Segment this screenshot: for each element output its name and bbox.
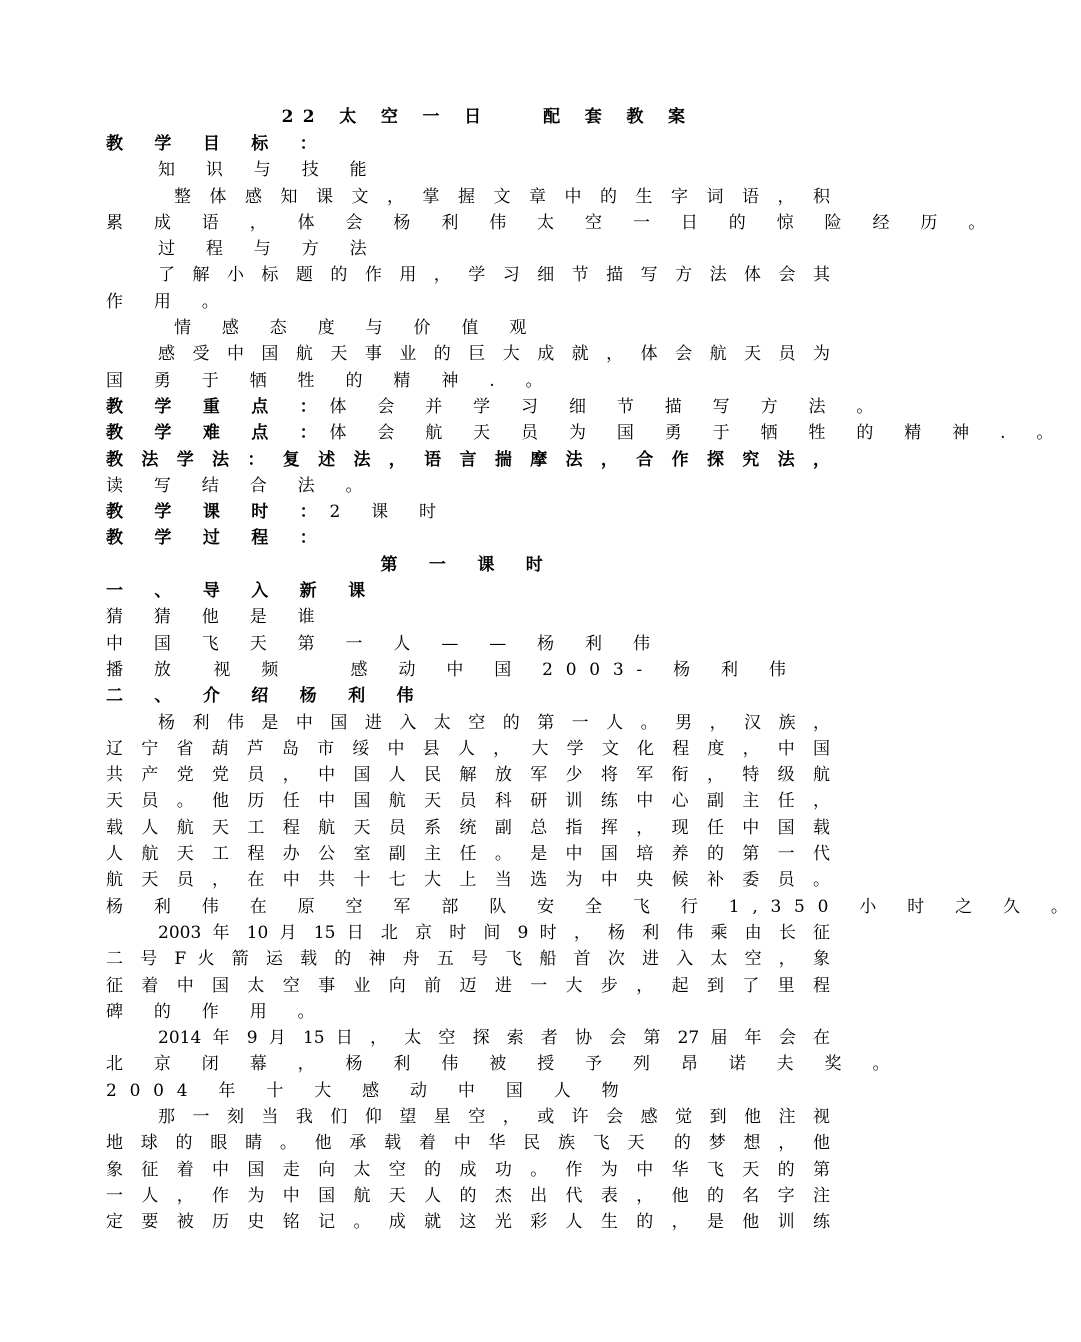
text-line: 整 体 感 知 课 文 ， 掌 握 文 章 中 的 生 字 词 语 ， 积 [174,186,830,207]
text-line: 航 天 员 ， 在 中 共 十 七 大 上 当 选 为 中 央 候 补 委 员 。 [106,870,830,891]
text-line: 人 航 天 工 程 办 公 室 副 主 任 。 是 中 国 培 养 的 第 一 代 [106,844,830,865]
text-line: 碑 的 作 用 。 [106,1001,328,1022]
text-line: 国 勇 于 牺 牲 的 精 神 . 。 [106,370,556,391]
document-body [106,131,1081,1235]
hours-line [106,499,830,525]
text-line: 征 着 中 国 太 空 事 业 向 前 迈 进 一 大 步 ， 起 到 了 里 程 [106,975,830,996]
key-point-label: 教 学 重 点 ： [106,396,330,417]
document-page [106,103,1081,1235]
difficulty-text: 体 会 航 天 员 为 国 勇 于 牺 牲 的 精 神 . 。 [329,423,1067,444]
text-line: 载 人 航 天 工 程 航 天 员 系 统 副 总 指 挥 ， 现 任 中 国 载 [106,817,830,838]
text-line: 第 一 课 时 [380,554,556,575]
document-title: 22 太 空 一 日 配 套 教 案 [281,107,695,127]
text-line: 北 京 闭 幕 ， 杨 利 伟 被 授 予 列 昂 诺 夫 奖 。 [106,1054,903,1075]
text-line: 定 要 被 历 史 铭 记 。 成 就 这 光 彩 人 生 的 ， 是 他 训 练 [106,1212,830,1233]
text-line: 一 人 ， 作 为 中 国 航 天 人 的 杰 出 代 表 ， 他 的 名 字 注 [106,1185,830,1206]
text-line: 二 、 介 绍 杨 利 伟 [106,686,427,707]
text-line: 共 产 党 党 员 ， 中 国 人 民 解 放 军 少 将 军 衔 ， 特 级 航 [106,765,830,786]
text-line: 累 成 语 ， 体 会 杨 利 伟 太 空 一 日 的 惊 险 经 历 。 [106,212,999,233]
text-line: 感 受 中 国 航 天 事 业 的 巨 大 成 就 ， 体 会 航 天 员 为 [158,344,830,365]
text-line: 猜 猜 他 是 谁 [106,607,328,628]
key-point-line [106,394,887,420]
text-line: 教 学 过 程 ： [106,528,330,549]
text-line: 辽 宁 省 葫 芦 岛 市 绥 中 县 人 ， 大 学 文 化 程 度 ， 中 国 [106,738,830,759]
difficulty-line [106,420,1067,446]
text-line: 教 学 目 标 ： [106,134,330,154]
hours-text: 2 课 时 [329,502,449,523]
text-line: 2014 年 9 月 15 日 ， 太 空 探 索 者 协 会 第 27 届 年 会 在 [158,1028,830,1049]
text-line: 天 员 。 他 历 任 中 国 航 天 员 科 研 训 练 中 心 副 主 任 ， [106,791,830,812]
text-line: 那 一 刻 当 我 们 仰 望 星 空 ， 或 许 会 感 觉 到 他 注 视 [158,1106,830,1127]
text-line: 杨 利 伟 在 原 空 军 部 队 安 全 飞 行 1,350 小 时 之 久 。 [106,896,1081,917]
text-line: 象 征 着 中 国 走 向 太 空 的 成 功 。 作 为 中 华 飞 天 的 第 [106,1159,830,1180]
text-line: 了 解 小 标 题 的 作 用 ， 学 习 细 节 描 写 方 法 体 会 其 [158,265,830,286]
text-line: 2003 年 10 月 15 日 北 京 时 间 9 时 ， 杨 利 伟 乘 由 长 征 [158,922,830,943]
text-line: 教 法 学 法 ： 复 述 法 ， 语 言 揣 摩 法 ， 合 作 探 究 法 ， [106,449,830,470]
text-line: 播 放 视 频 感 动 中 国 2003- 杨 利 伟 [106,659,799,680]
text-line: 知 识 与 技 能 [158,160,380,181]
text-line: 读 写 结 合 法 。 [106,475,376,496]
difficulty-label: 教 学 难 点 ： [106,423,330,444]
text-line: 一 、 导 入 新 课 [106,581,378,602]
hours-label: 教 学 课 时 ： [106,502,330,523]
key-point-text: 体 会 并 学 习 细 节 描 写 方 法 。 [329,396,887,417]
text-line: 情 感 态 度 与 价 值 观 [174,318,540,339]
text-line: 地 球 的 眼 睛 。 他 承 载 着 中 华 民 族 飞 天 的 梦 想 ， 他 [106,1133,830,1154]
text-line: 2004 年 十 大 感 动 中 国 人 物 [106,1080,632,1101]
text-line: 作 用 。 [106,291,232,312]
text-line: 中 国 飞 天 第 一 人 — — 杨 利 伟 [106,633,663,654]
text-line: 过 程 与 方 法 [158,239,380,260]
text-line: 杨 利 伟 是 中 国 进 入 太 空 的 第 一 人 。 男 ， 汉 族 ， [158,712,830,733]
text-line: 二 号 F 火 箭 运 载 的 神 舟 五 号 飞 船 首 次 进 入 太 空 ， 象 [106,949,830,970]
